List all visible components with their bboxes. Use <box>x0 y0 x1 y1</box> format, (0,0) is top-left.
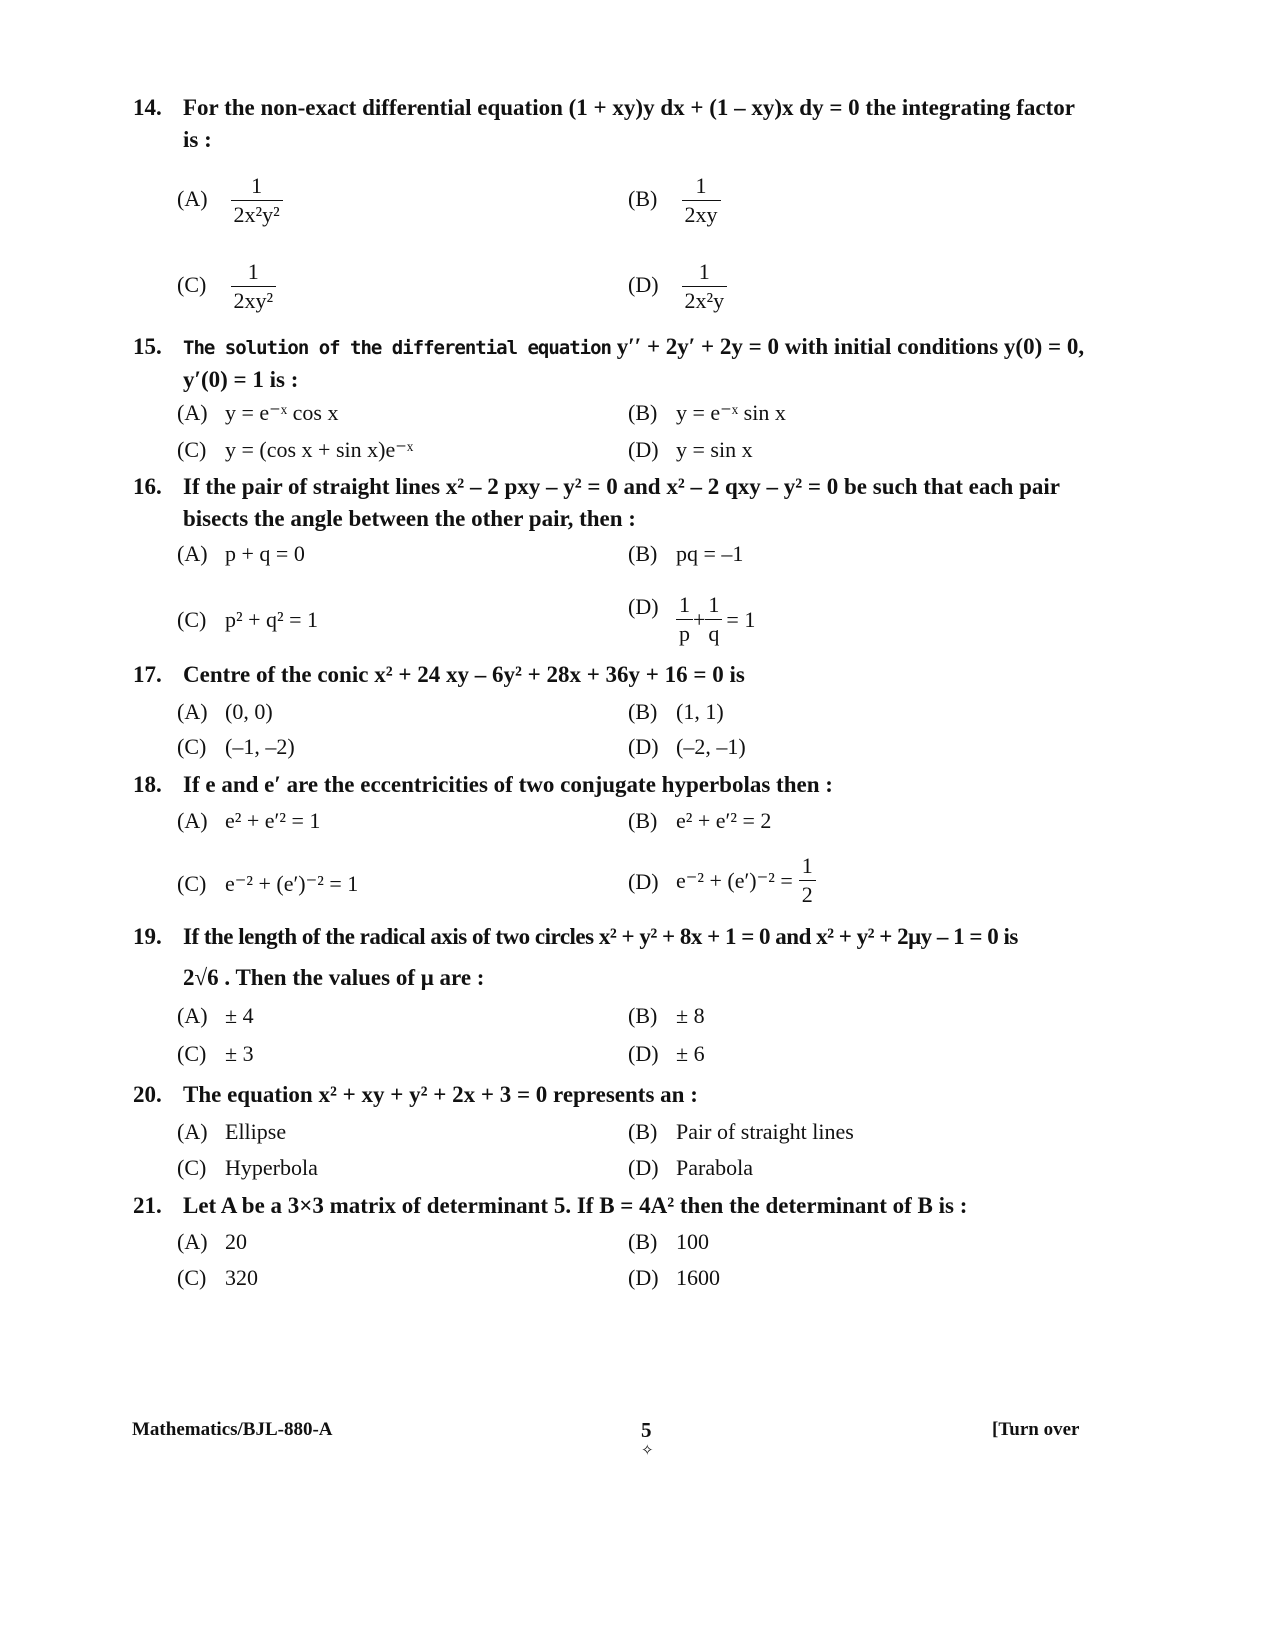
option-text: (0, 0) <box>225 699 273 724</box>
question-number: 15. <box>133 334 162 359</box>
option-14-a <box>177 172 283 229</box>
option-text: Hyperbola <box>225 1155 318 1180</box>
option-label: (B) <box>628 541 658 566</box>
numerator: 1 <box>679 592 690 617</box>
option-text: e² + e′² = 1 <box>225 808 321 833</box>
option-label: (A) <box>177 699 208 724</box>
question-number: 20. <box>133 1082 162 1107</box>
denominator: 2x²y² <box>231 200 283 229</box>
option-label: (B) <box>628 808 658 833</box>
footer-star-icon: ✧ <box>641 1443 654 1459</box>
option-19-b <box>628 1001 705 1031</box>
denominator: 2xy <box>682 200 721 229</box>
numerator: 1 <box>698 259 710 284</box>
option-label: (D) <box>628 734 659 759</box>
question-text <box>183 331 1093 396</box>
option-17-b <box>628 697 724 727</box>
option-19-d <box>628 1039 705 1069</box>
option-15-a <box>177 398 338 428</box>
option-18-b <box>628 806 771 836</box>
option-expression <box>676 852 816 909</box>
option-text: e⁻² + (e′)⁻² = 1 <box>225 871 359 896</box>
question-text: The equation x² + xy + y² + 2x + 3 = 0 represents an : <box>183 1082 698 1107</box>
option-text: ± 4 <box>225 1003 254 1028</box>
option-label: (A) <box>177 400 208 425</box>
option-text: (–1, –2) <box>225 734 295 759</box>
denominator: q <box>705 619 722 648</box>
option-19-c <box>177 1039 254 1069</box>
fraction <box>231 172 283 229</box>
option-text: ± 3 <box>225 1041 254 1066</box>
fraction <box>682 258 728 315</box>
option-text: y = (cos x + sin x)e⁻ˣ <box>225 437 414 462</box>
option-label: (B) <box>628 400 658 425</box>
option-text: ± 6 <box>676 1041 705 1066</box>
option-text: Pair of straight lines <box>676 1119 854 1144</box>
option-14-c <box>177 258 276 315</box>
option-label: (A) <box>177 185 208 211</box>
option-20-a <box>177 1117 286 1147</box>
option-label: (C) <box>177 1155 207 1180</box>
option-text: Parabola <box>676 1155 753 1180</box>
option-15-d <box>628 435 753 465</box>
question-text: Let A be a 3×3 matrix of determinant 5. If B = 4A² then the determinant of B is : <box>183 1193 968 1218</box>
option-21-c <box>177 1263 258 1293</box>
numerator: 1 <box>695 173 707 198</box>
option-15-b <box>628 398 786 428</box>
question-16 <box>133 471 1093 535</box>
option-label: (D) <box>628 271 659 297</box>
fraction-sum <box>676 591 755 648</box>
numerator: 1 <box>247 259 259 284</box>
option-label: (D) <box>628 593 659 619</box>
footer-paper-code: Mathematics/BJL-880-A <box>132 1419 333 1440</box>
question-18 <box>133 769 1093 801</box>
option-text: ± 8 <box>676 1003 705 1028</box>
numerator: 1 <box>801 853 813 878</box>
option-17-c <box>177 732 295 762</box>
question-number: 21. <box>133 1193 162 1218</box>
option-20-d <box>628 1153 753 1183</box>
question-19 <box>133 921 1093 1001</box>
option-text: p² + q² = 1 <box>225 607 319 632</box>
denominator: 2 <box>799 880 816 909</box>
option-label: (B) <box>628 1119 658 1144</box>
question-text-line2: 2√6 . Then the values of μ are : <box>183 965 485 990</box>
equals-one: = 1 <box>726 606 756 632</box>
option-text: (–2, –1) <box>676 734 746 759</box>
option-15-c <box>177 435 413 465</box>
option-21-d <box>628 1263 720 1293</box>
option-18-c <box>177 869 358 899</box>
question-number: 16. <box>133 474 162 499</box>
option-17-a <box>177 697 273 727</box>
denominator: 2x²y <box>682 286 728 315</box>
fraction <box>676 591 693 648</box>
option-label: (D) <box>628 437 659 462</box>
option-text: y = sin x <box>676 437 753 462</box>
question-text: If e and e′ are the eccentricities of two conjugate hyperbolas then : <box>183 772 833 797</box>
option-text: e² + e′² = 2 <box>676 808 772 833</box>
option-19-a <box>177 1001 254 1031</box>
option-20-b <box>628 1117 854 1147</box>
option-text: (1, 1) <box>676 699 724 724</box>
fraction <box>705 591 722 648</box>
option-text: 1600 <box>676 1265 720 1290</box>
question-15 <box>133 331 1093 395</box>
question-number: 17. <box>133 662 162 687</box>
option-21-b <box>628 1227 709 1257</box>
option-18-d <box>628 852 816 909</box>
option-label: (C) <box>177 734 207 759</box>
option-16-c <box>177 605 318 635</box>
numerator: 1 <box>708 592 720 617</box>
footer-page-number: 5 <box>641 1418 652 1442</box>
option-14-b <box>628 172 721 229</box>
option-label: (A) <box>177 541 208 566</box>
option-label: (D) <box>628 1041 659 1066</box>
option-label: (C) <box>177 1041 207 1066</box>
question-number: 18. <box>133 772 162 797</box>
option-label: (D) <box>628 1155 659 1180</box>
option-label: (A) <box>177 1003 208 1028</box>
option-text: y = e⁻ˣ cos x <box>225 400 339 425</box>
option-17-d <box>628 732 746 762</box>
fraction <box>682 172 721 229</box>
option-label: (A) <box>177 1119 208 1144</box>
question-21 <box>133 1190 1093 1222</box>
option-text: 20 <box>225 1229 247 1254</box>
option-21-a <box>177 1227 247 1257</box>
question-text: Centre of the conic x² + 24 xy – 6y² + 28x + 36y + 16 = 0 is <box>183 662 745 687</box>
question-text: For the non-exact differential equation (1 + xy)y dx + (1 – xy)x dy = 0 the integrating factor is : <box>183 95 1075 152</box>
question-17 <box>133 659 1093 691</box>
option-20-c <box>177 1153 318 1183</box>
option-text: Ellipse <box>225 1119 287 1144</box>
option-16-a <box>177 539 305 569</box>
denominator: p <box>676 619 693 648</box>
question-number: 14. <box>133 95 162 120</box>
denominator: 2xy² <box>231 286 277 315</box>
option-18-a <box>177 806 320 836</box>
option-label: (C) <box>177 607 207 632</box>
question-text-line1: If the length of the radical axis of two circles x² + y² + 8x + 1 = 0 and x² + y² + 2μy – 1 = 0 is <box>183 924 1018 949</box>
option-text: pq = –1 <box>676 541 744 566</box>
option-label: (C) <box>177 1265 207 1290</box>
question-text-rest: y′′ + 2y′ + 2y = 0 with initial conditions y(0) = 0, y′(0) = 1 is : <box>183 334 1085 392</box>
question-text: If the pair of straight lines x² – 2 pxy – y² = 0 and x² – 2 qxy – y² = 0 be such that each pair bisects the angle between the other pair, then : <box>183 474 1060 531</box>
numerator: 1 <box>251 173 263 198</box>
option-label: (A) <box>177 1229 208 1254</box>
fraction <box>799 852 816 909</box>
option-text: p + q = 0 <box>225 541 305 566</box>
option-text: e⁻² + (e′)⁻² = <box>676 867 793 893</box>
option-16-b <box>628 539 743 569</box>
question-number: 19. <box>133 924 162 949</box>
option-label: (B) <box>628 699 658 724</box>
fraction <box>231 258 277 315</box>
option-label: (C) <box>177 871 207 896</box>
footer-turn-over: [Turn over <box>992 1419 1080 1440</box>
option-label: (C) <box>177 437 207 462</box>
option-label: (D) <box>628 1265 659 1290</box>
option-label: (B) <box>628 185 658 211</box>
option-text: 100 <box>676 1229 709 1254</box>
option-label: (C) <box>177 271 207 297</box>
option-label: (A) <box>177 808 208 833</box>
option-label: (D) <box>628 869 659 895</box>
option-label: (B) <box>628 1003 658 1028</box>
option-text: 320 <box>225 1265 258 1290</box>
option-14-d <box>628 258 727 315</box>
question-20 <box>133 1079 1093 1111</box>
option-text: y = e⁻ˣ sin x <box>676 400 786 425</box>
option-label: (B) <box>628 1229 658 1254</box>
plus-sign: + <box>693 606 706 632</box>
question-text-mono: The solution of the differential equation <box>183 337 611 359</box>
option-16-d <box>628 590 755 648</box>
